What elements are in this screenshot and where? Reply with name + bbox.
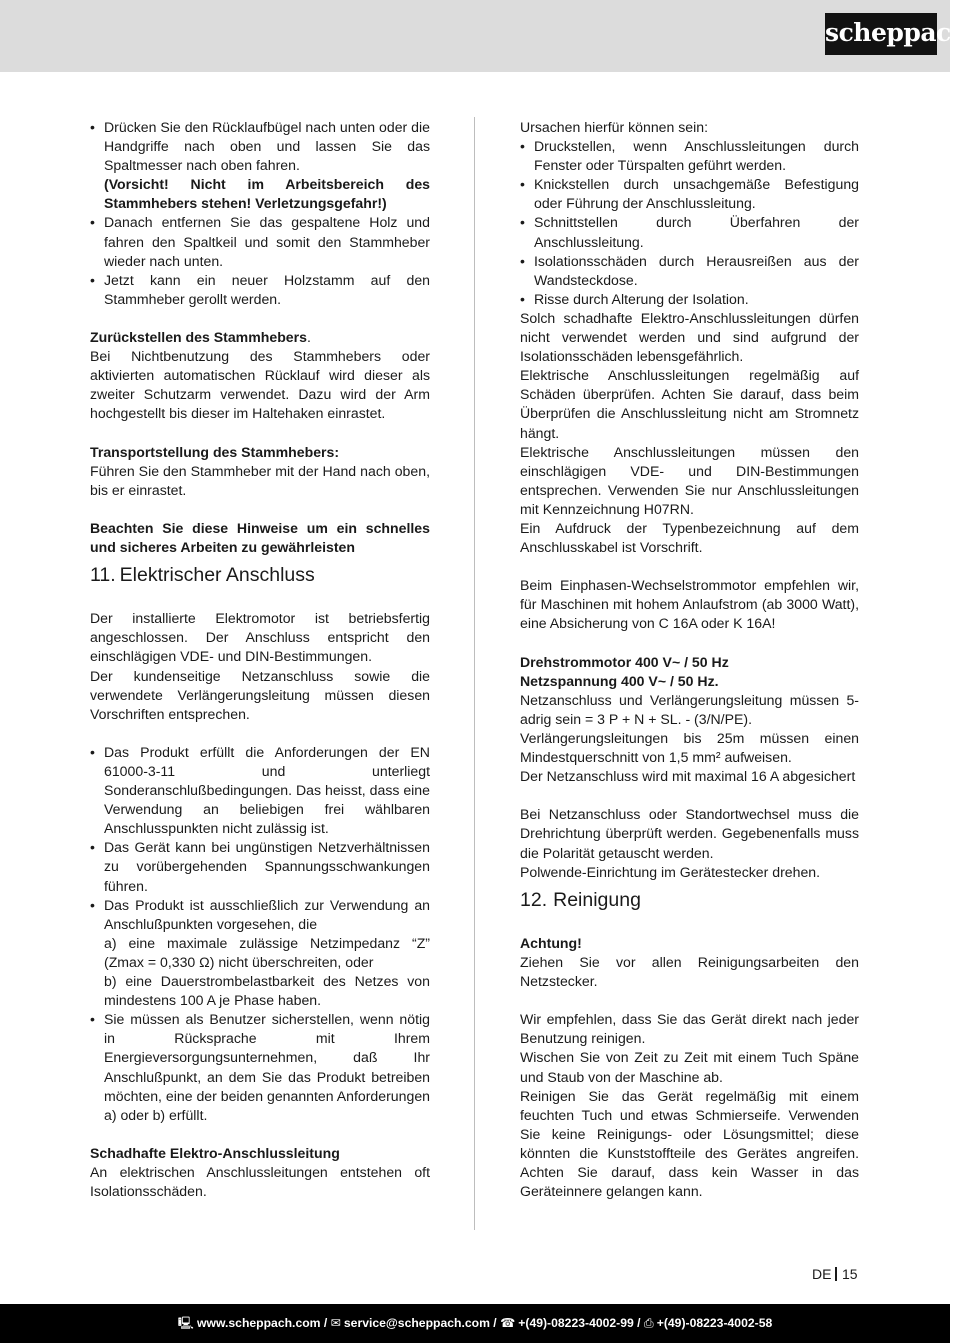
wipe-paragraph: Wischen Sie von Zeit zu Zeit mit einem Tuch Späne und Staub von der Maschine ab.	[520, 1049, 859, 1085]
stem-lifter-steps	[90, 118, 430, 309]
single-phase-paragraph: Beim Einphasen-Wechselstrommotor empfehlen wir, für Maschinen mit hohem Anlaufstrom (ab 3000 Watt), eine Absicherung von C 16A oder K 16A!	[520, 577, 859, 632]
footer-contacts	[0, 1304, 950, 1343]
list-item: • Sie müssen als Benutzer sicherstellen, wenn nötig in Rücksprache mit Ihrem Energieversorgungsunternehmen, daß Ihr Anschlußpunkt, an dem Sie das Produkt betreiben möchten, eine der beiden genannten Anforderungen a) oder b) erfüllt.	[90, 1010, 430, 1125]
phone-icon: ☎	[500, 1316, 516, 1330]
damage-causes-list	[520, 137, 859, 309]
transport-heading: Transportstellung des Stammhebers:	[90, 443, 340, 460]
section-heading-11: 11. Elektrischer Anschluss	[90, 564, 315, 587]
list-item: • Druckstellen, wenn Anschlussleitungen durch Fenster oder Türspalten geführt werden.	[520, 137, 859, 175]
recommend-paragraph: Wir empfehlen, dass Sie das Gerät direkt nach jeder Benutzung reinigen.	[520, 1011, 859, 1047]
reset-text: Bei Nichtbenutzung des Stammhebers oder aktivierten automatischen Rücklauf wird dieser als zweiter Schutzarm verwendet. Dazu wird der Arm hochgestellt bis dieser im Haltehaken einrastet.	[90, 348, 430, 422]
check-cables-paragraph: Elektrische Anschlussleitungen regelmäßig auf Schäden überprüfen. Achten Sie darauf, dass beim Überprüfen die Anschlussleitung nicht am Stromnetz hängt.	[520, 367, 859, 441]
reset-heading: Zurückstellen des Stammhebers.	[90, 329, 311, 346]
fax-icon: ⎙	[643, 1316, 654, 1330]
type-print-paragraph: Ein Aufdruck der Typenbezeichnung auf dem Anschlusskabel ist Vorschrift.	[520, 519, 859, 556]
right-column	[520, 118, 859, 1201]
list-item: • Drücken Sie den Rücklaufbügel nach unten oder die Handgriffe nach oben und lassen Sie das Spaltmesser nach oben fahren. (Vorsicht! Nicht im Arbeitsbereich des Stammhebers stehen! Verletzungsgefahr!)	[90, 118, 430, 213]
list-item: • Risse durch Alterung der Isolation.	[520, 290, 859, 309]
left-column	[90, 118, 430, 1201]
phone-number: +(49)-08223-4002-99 /	[518, 1316, 641, 1330]
header-band	[0, 0, 950, 72]
list-item: • Jetzt kann ein neuer Holzstamm auf den Stammheber gerollt werden.	[90, 271, 430, 309]
transport-text: Führen Sie den Stammheber mit der Hand nach oben, bis er einrastet.	[90, 462, 430, 498]
extension-paragraph: Verlängerungsleitungen bis 25m müssen einen Mindestquerschnitt von 1,5 mm² aufweisen.	[520, 730, 859, 766]
damaged-cable-heading: Schadhafte Elektro-Anschlussleitung	[90, 1144, 340, 1161]
list-item: • Isolationsschäden durch Herausreißen aus der Wandsteckdose.	[520, 252, 859, 290]
causes-intro: Ursachen hierfür können sein:	[520, 119, 709, 135]
list-item: • Schnittstellen durch Überfahren der Anschlussleitung.	[520, 213, 859, 251]
elec-paragraph-1: Der installierte Elektromotor ist betriebsfertig angeschlossen. Der Anschluss entspricht den einschlägigen VDE- und DIN-Bestimmungen.	[90, 610, 430, 665]
list-item: • Das Produkt ist ausschließlich zur Verwendung an Anschlußpunkten vorgesehen, die a) eine maximale zulässige Netzimpedanz “Z” (Zmax = 0,330 Ω) nicht überschreiten, oder b) eine Dauerstrombelastbarkeit des Netzes von mindestens 100 A je Phase haben.	[90, 896, 430, 1011]
list-item: • Das Gerät kann bei ungünstigen Netzverhältnissen zu vorübergehenden Spannungsschwankungen führen.	[90, 838, 430, 895]
mail-icon: ✉	[330, 1316, 341, 1330]
five-core-paragraph: Netzanschluss und Verlängerungsleitung müssen 5-adrig sein = 3 P + N + SL. - (3/N/PE).	[520, 691, 859, 727]
motor-heading: Drehstrommotor 400 V~ / 50 Hz	[520, 653, 729, 670]
attention-heading: Achtung!	[520, 934, 582, 951]
email-link[interactable]: service@scheppach.com /	[343, 1316, 497, 1330]
elec-paragraph-2: Der kundenseitige Netzanschluss sowie die verwendete Verlängerungsleitung müssen diesen Vorschriften entsprechen.	[90, 667, 430, 722]
pole-paragraph: Polwende-Einrichtung im Gerätestecker drehen.	[520, 863, 821, 880]
clean-paragraph: Reinigen Sie das Gerät regelmäßig mit einem feuchten Tuch und etwas Schmierseife. Verwenden Sie keine Reinigungs- oder Lösungsmittel; diese könnten die Kunststoffteile des Gerätes angreifen. Achten Sie darauf, dass kein Wasser in das Geräteinnere gelangen kann.	[520, 1087, 859, 1200]
damaged-cables-paragraph: Solch schadhafte Elektro-Anschlussleitungen dürfen nicht verwendet werden und sind aufgrund der Isolationsschäden lebensgefährlich.	[520, 309, 859, 365]
unplug-paragraph: Ziehen Sie vor allen Reinigungsarbeiten den Netzstecker.	[520, 953, 859, 990]
damaged-cable-text: An elektrischen Anschlussleitungen entstehen oft Isolationsschäden.	[90, 1163, 430, 1200]
section-heading-12: 12. Reinigung	[520, 888, 641, 911]
list-item: • Knickstellen durch unsachgemäße Befestigung oder Führung der Anschlussleitung.	[520, 175, 859, 213]
scheppach-logo: scheppach	[825, 13, 937, 55]
computer-icon: 🖳	[177, 1316, 195, 1330]
voltage-heading: Netzspannung 400 V~ / 50 Hz.	[520, 672, 719, 689]
connection-requirements-list	[90, 743, 430, 1125]
list-item: • Das Produkt erfüllt die Anforderungen der EN 61000-3-11 und unterliegt Sonderanschlußbedingungen. Das heisst, dass eine Verwendung an beliebigen frei wählbaren Anschlusspunkten nicht zulässig ist.	[90, 743, 430, 838]
vde-paragraph: Elektrische Anschlussleitungen müssen den einschlägigen VDE- und DIN-Bestimmungen entsprechen. Verwenden Sie nur Anschlussleitungen mit Kennzeichnung H07RN.	[520, 443, 859, 517]
column-divider	[474, 117, 475, 1230]
fuse-paragraph: Der Netzanschluss wird mit maximal 16 A abgesichert	[520, 768, 856, 785]
website-link[interactable]: www.scheppach.com /	[197, 1316, 328, 1330]
warning-text: (Vorsicht! Nicht im Arbeitsbereich des Stammhebers stehen! Verletzungsgefahr!)	[104, 176, 430, 212]
footer-bar	[0, 1304, 950, 1343]
safety-notice: Beachten Sie diese Hinweise um ein schnelles und sicheres Arbeiten zu gewährleisten	[90, 519, 430, 556]
list-item: • Danach entfernen Sie das gespaltene Holz und fahren den Spaltkeil und somit den Stammheber wieder nach unten.	[90, 213, 430, 270]
page-number: DE 15	[812, 1266, 858, 1282]
fax-number: +(49)-08223-4002-58	[656, 1316, 773, 1330]
rotation-paragraph: Bei Netzanschluss oder Standortwechsel muss die Drehrichtung überprüft werden. Gegebenenfalls muss die Polarität getauscht werden.	[520, 806, 859, 861]
